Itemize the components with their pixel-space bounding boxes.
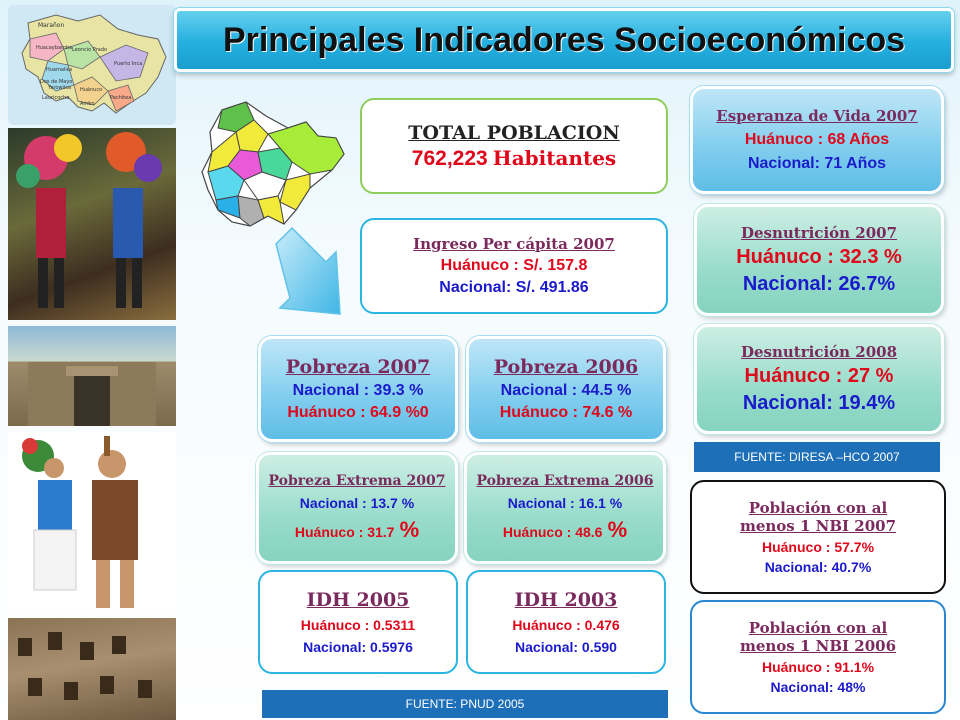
idh-2005-nacional: Nacional: 0.5976 [303,639,413,655]
pobreza-extrema-2006-huanuco-row [503,517,627,543]
idh-2005-huanuco: Huánuco : 0.5311 [300,617,416,633]
total-poblacion-value: 762,223 [411,146,488,170]
svg-text:Lauricocha: Lauricocha [42,95,70,101]
idh-2003-title: IDH 2003 [514,589,618,611]
pobreza-extrema-2006-pct: % [607,517,628,542]
page-title: Principales Indicadores Socioeconómicos [174,8,954,72]
nbi-2006-nacional: Nacional: 48% [770,679,866,695]
huanuco-map-graphic [188,92,352,242]
idh-2005-title: IDH 2005 [306,589,410,611]
total-poblacion-title: TOTAL POBLACION [408,121,620,144]
svg-text:Leoncio Prado: Leoncio Prado [72,47,108,53]
nbi-2006-title-line2: menos 1 NBI 2006 [739,637,897,655]
svg-text:Huamalies: Huamalies [46,67,73,73]
desnutricion-2007-huanuco: Huánuco : 32.3 % [736,246,902,268]
couple-costume-photo [8,432,176,614]
region-map-photo [8,5,176,125]
ingreso-title: Ingreso Per cápita 2007 [413,235,615,253]
desnutricion-2007-title: Desnutrición 2007 [740,224,898,242]
fuente-diresa: FUENTE: DIRESA –HCO 2007 [694,442,940,472]
pobreza-2007-nacional: Nacional : 39.3 % [292,382,424,399]
svg-text:Dos de Mayo: Dos de Mayo [40,79,73,85]
esperanza-box [690,86,944,194]
idh-2005-box [258,570,458,674]
svg-text:Huánuco: Huánuco [80,87,103,93]
fuente-pnud: FUENTE: PNUD 2005 [262,690,668,718]
esperanza-huanuco: Huánuco : 68 Años [744,131,890,148]
svg-text:Marañon: Marañon [38,22,65,29]
nbi-2007-title-line1: Población con al [748,499,888,517]
desnutricion-2007-nacional: Nacional: 26.7% [742,273,896,295]
pobreza-extrema-2006-huanuco: Huánuco : 48.6 [502,524,603,540]
svg-text:Pachitea: Pachitea [110,95,132,101]
pobreza-2007-huanuco: Huánuco : 64.9 %0 [287,404,429,421]
svg-text:Ambo: Ambo [80,101,95,107]
pobreza-2006-box [466,336,666,442]
nbi-2007-box [690,480,946,594]
down-arrow-icon [268,222,348,322]
svg-text:Yarowilca: Yarowilca [48,85,72,91]
pobreza-extrema-2007-huanuco-row [295,517,419,543]
pobreza-2006-nacional: Nacional : 44.5 % [500,382,632,399]
pobreza-extrema-2007-pct: % [399,517,420,542]
desnutricion-2008-title: Desnutrición 2008 [740,343,898,361]
pobreza-2006-title: Pobreza 2006 [493,356,639,378]
total-poblacion-unit: Habitantes [492,145,617,170]
nbi-2006-title-line1: Población con al [748,619,888,637]
desnutricion-2008-huanuco: Huánuco : 27 % [744,365,894,387]
dancers-photo [8,128,176,320]
desnutricion-2008-box [694,324,944,434]
pobreza-extrema-2007-huanuco: Huánuco : 31.7 [294,524,395,540]
ingreso-nacional: Nacional: S/. 491.86 [439,279,589,296]
ancient-walls-photo [8,618,176,720]
total-poblacion-box [360,98,668,194]
pobreza-extrema-2006-box [464,452,666,564]
pobreza-2006-huanuco: Huánuco : 74.6 % [499,404,633,421]
total-poblacion-value-row [412,146,616,171]
esperanza-nacional: Nacional: 71 Años [747,155,887,172]
pobreza-extrema-2006-nacional: Nacional : 16.1 % [507,495,623,511]
pobreza-2007-title: Pobreza 2007 [285,356,431,378]
pobreza-extrema-2007-box [256,452,458,564]
desnutricion-2007-box [694,204,944,316]
nbi-2007-nacional: Nacional: 40.7% [764,559,872,575]
stone-doorway-photo [8,326,176,426]
svg-text:Huacaybamba: Huacaybamba [36,45,73,51]
pobreza-extrema-2007-title: Pobreza Extrema 2007 [268,473,446,489]
nbi-2006-huanuco: Huánuco : 91.1% [761,659,875,675]
svg-text:Puerto Inca: Puerto Inca [114,61,143,67]
nbi-2007-title-line2: menos 1 NBI 2007 [739,517,897,535]
nbi-2006-box [690,600,946,714]
ingreso-box [360,218,668,314]
idh-2003-huanuco: Huánuco : 0.476 [512,617,620,633]
pobreza-extrema-2007-nacional: Nacional : 13.7 % [299,495,415,511]
idh-2003-nacional: Nacional: 0.590 [515,639,617,655]
pobreza-2007-box [258,336,458,442]
pobreza-extrema-2006-title: Pobreza Extrema 2006 [476,473,654,489]
desnutricion-2008-nacional: Nacional: 19.4% [742,392,896,414]
idh-2003-box [466,570,666,674]
nbi-2007-huanuco: Huánuco : 57.7% [761,539,875,555]
esperanza-title: Esperanza de Vida 2007 [716,107,918,125]
ingreso-huanuco: Huánuco : S/. 157.8 [440,257,588,274]
